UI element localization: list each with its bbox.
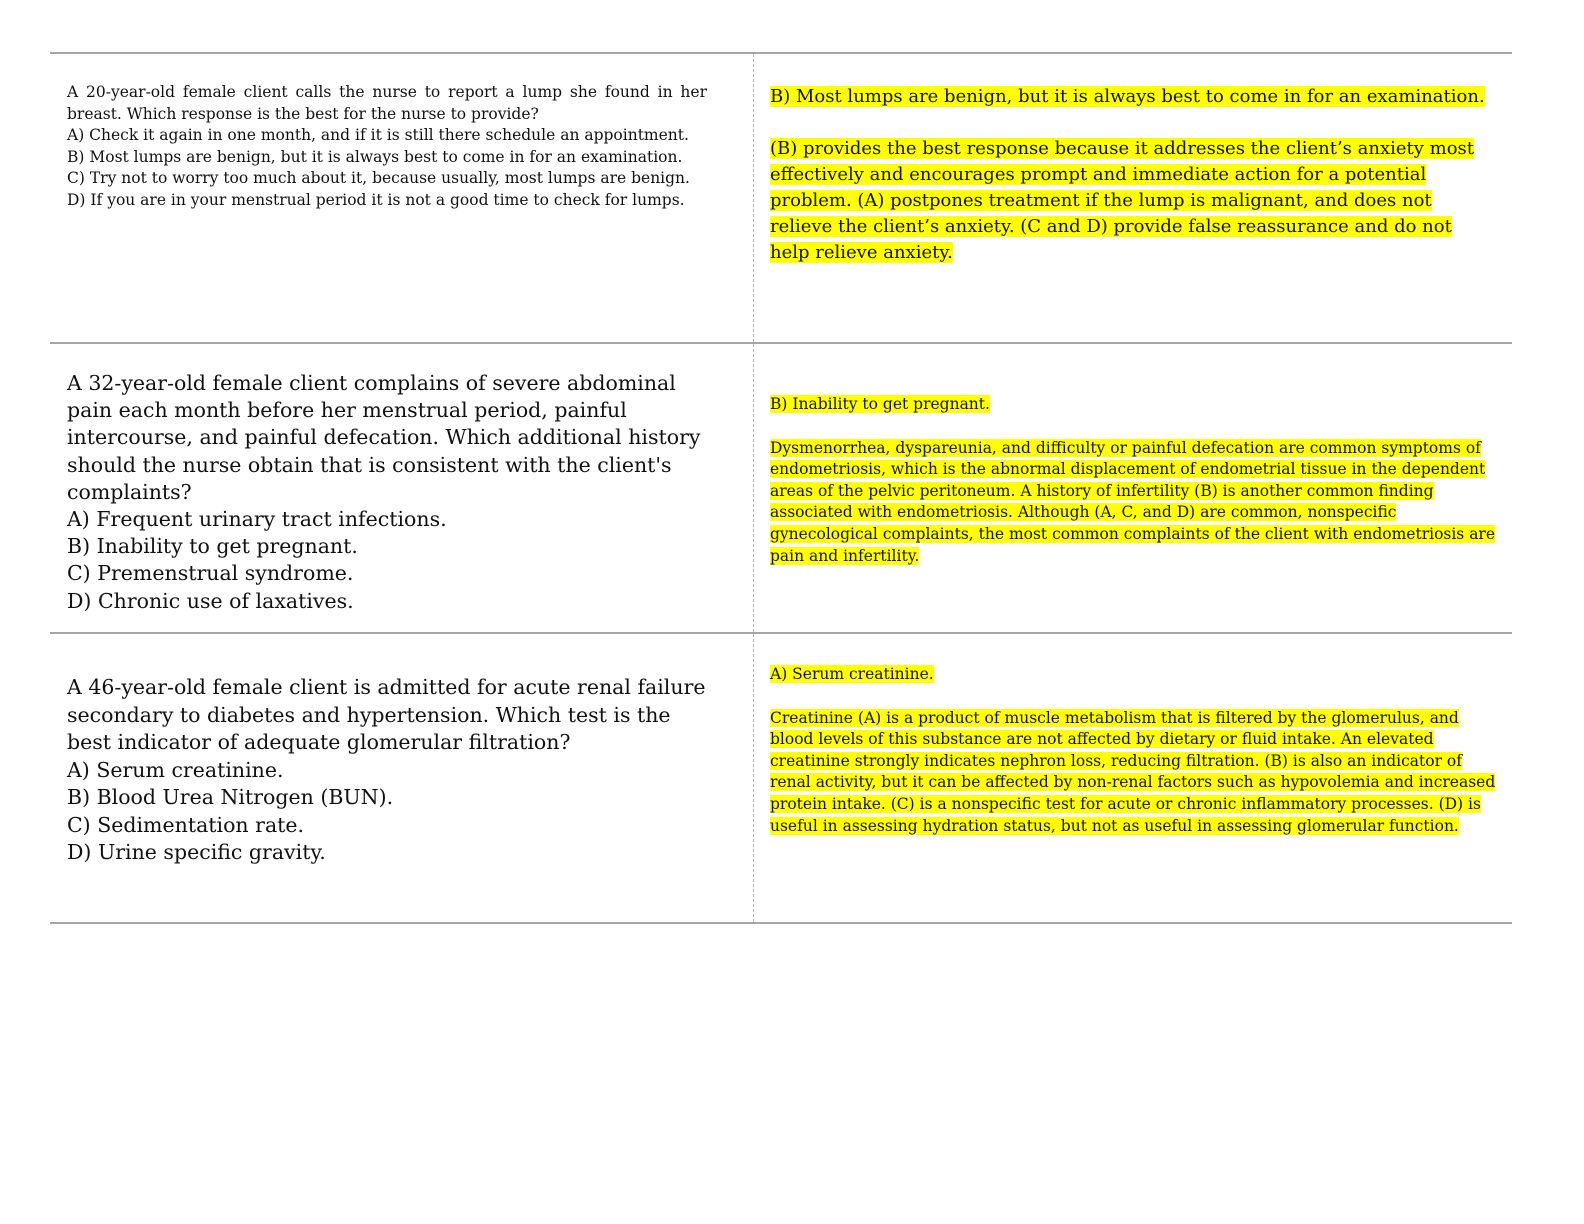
- correct-answer: A) Serum creatinine.: [770, 665, 934, 683]
- option-a: A) Check it again in one month, and if it is still there schedule an appointment.: [67, 126, 689, 144]
- flashcard-row: [50, 52, 1512, 342]
- option-b: B) Blood Urea Nitrogen (BUN).: [67, 785, 394, 809]
- rationale-text: Creatinine (A) is a product of muscle metabolism that is filtered by the glomerulus, and blood levels of this substance are not affected by dietary or fluid intake. An elevated creatinine strongly indicates nephron loss, reducing filtration. (B) is also an indicator of renal activity, but it can be affected by non-renal factors such as hypovolemia and increased protein intake. (C) is a nonspecific test for acute or chronic inflammatory processes. (D) is useful in assessing hydration status, but not as useful in assessing glomerular function.: [770, 708, 1496, 835]
- rationale-text: (B) provides the best response because it addresses the client’s anxiety most effectively and encourages prompt and immediate action for a potential problem. (A) postpones treatment if the lump is malignant, and does not relieve the client’s anxiety. (C and D) provide false reassurance and do not help relieve anxiety.: [770, 138, 1475, 263]
- option-d: D) If you are in your menstrual period it is not a good time to check for lumps.: [67, 190, 685, 209]
- option-c: C) Premenstrual syndrome.: [67, 561, 354, 586]
- option-c: C) Sedimentation rate.: [67, 812, 305, 837]
- card-fold-line: [753, 634, 754, 922]
- answer-block: [770, 394, 1500, 567]
- correct-answer: B) Most lumps are benign, but it is always best to come in for an examination.: [770, 86, 1485, 107]
- card-fold-line: [753, 344, 754, 632]
- card-fold-line: [753, 54, 754, 342]
- option-b: B) Inability to get pregnant.: [67, 534, 358, 559]
- option-c: C) Try not to worry too much about it, because usually, most lumps are benign.: [67, 169, 690, 187]
- answer-block: [770, 84, 1490, 266]
- question-stem: A 32-year-old female client complains of severe abdominal pain each month before her menstrual period, painful intercourse, and painful defecation. Which additional history should the nurse obtain that is consistent with the client's complaints?: [67, 371, 701, 504]
- question-stem: A 20-year-old female client calls the nurse to report a lump she found in her breast. Which response is the best for the nurse to provide?: [67, 83, 707, 123]
- correct-answer: B) Inability to get pregnant.: [770, 395, 990, 413]
- option-a: A) Serum creatinine.: [67, 757, 284, 782]
- rationale-text: Dysmenorrhea, dyspareunia, and difficulty or painful defecation are common symptoms of endometriosis, which is the abnormal displacement of endometrial tissue in the dependent areas of the pelvic peritoneum. A history of infertility (B) is another common finding associated with endometriosis. Although (A, C, and D) are common, nonspecific gynecological complaints, the most common complaints of the client with endometriosis are pain and infertility.: [770, 438, 1496, 565]
- question-block: [67, 674, 707, 867]
- question-block: [67, 82, 707, 211]
- answer-block: [770, 664, 1500, 837]
- option-a: A) Frequent urinary tract infections.: [67, 507, 447, 532]
- question-stem: A 46-year-old female client is admitted for acute renal failure secondary to diabetes and hypertension. Which test is the best indicator of adequate glomerular filtration?: [67, 675, 706, 754]
- option-d: D) Urine specific gravity.: [67, 840, 326, 864]
- flashcard-row: [50, 632, 1512, 924]
- option-b: B) Most lumps are benign, but it is always best to come in for an examination.: [67, 147, 683, 166]
- flashcard-sheet: [50, 52, 1512, 924]
- question-block: [67, 370, 707, 615]
- flashcard-row: [50, 342, 1512, 632]
- option-d: D) Chronic use of laxatives.: [67, 588, 354, 613]
